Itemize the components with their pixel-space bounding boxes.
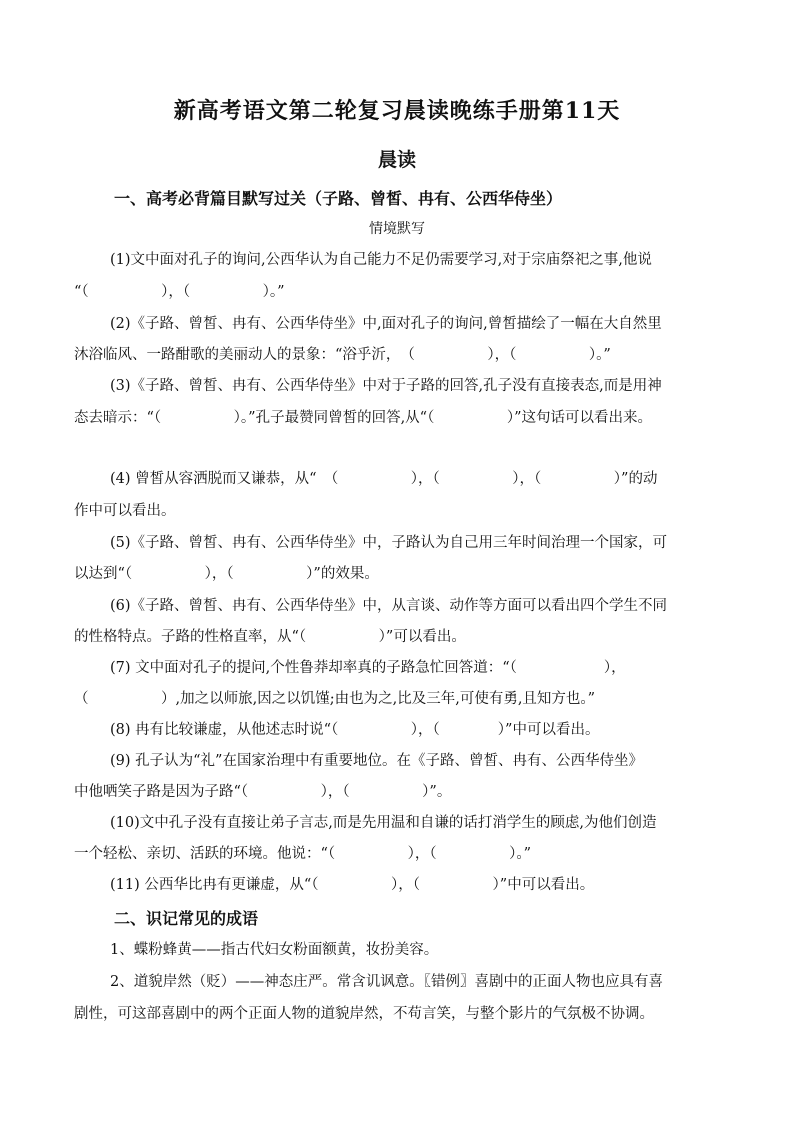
question-10-line-2: 一个轻松、亲切、活跃的环境。他说：“（ ），（ ）。” xyxy=(74,846,532,862)
question-4-line-1: (4) 曾皙从容洒脱而又谦恭，从“ （ ），（ ），（ ）”的动 xyxy=(110,471,658,487)
section-heading-1: 一、高考必背篇目默写过关（子路、曾皙、冉有、公西华侍坐） xyxy=(114,189,563,208)
question-6-line-1: (6)《子路、曾皙、冉有、公西华侍坐》中，从言谈、动作等方面可以看出四个学生不同 xyxy=(110,598,668,614)
question-4-line-2: 作中可以看出。 xyxy=(74,503,176,519)
question-7-line-2: （ ）,加之以师旅,因之以饥馑;由也为之,比及三年,可使有勇,且知方也。” xyxy=(74,691,596,707)
question-5-line-1: (5)《子路、曾皙、冉有、公西华侍坐》中，子路认为自己用三年时间治理一个国家，可 xyxy=(110,535,668,551)
question-11-line-1: (11) 公西华比冉有更谦虚，从“（ ），（ ）”中可以看出。 xyxy=(110,877,595,893)
idiom-item-1: 1、蝶粉蜂黄——指古代妇女粉面额黄，妆扮美容。 xyxy=(110,942,439,958)
idiom-item-2-line-1: 2、道貌岸然（贬）——神态庄严。常含讥讽意。〖错例〗喜剧中的正面人物也应具有喜 xyxy=(110,974,663,990)
question-3-line-2: 态去暗示：“（ ）。”孔子最赞同曾皙的回答,从“（ ）”这句话可以看出来。 xyxy=(74,410,653,426)
question-2-line-2: 沐浴临风、一路酣歌的美丽动人的景象：“浴乎沂， （ ），（ ）。” xyxy=(74,347,611,363)
exercise-label: 情境默写 xyxy=(369,221,425,237)
document-subtitle: 晨读 xyxy=(377,149,416,171)
idiom-item-2-line-2: 剧性，可这部喜剧中的两个正面人物的道貌岸然，不苟言笑，与整个影片的气氛极不协调。 xyxy=(74,1006,654,1022)
document-title: 新高考语文第二轮复习晨读晚练手册第11天 xyxy=(173,98,621,124)
question-8-line-1: (8) 冉有比较谦虚，从他述志时说“（ ），（ ）”中可以看出。 xyxy=(110,722,600,738)
question-10-line-1: (10)文中孔子没有直接让弟子言志,而是先用温和自谦的话打消学生的顾虑,为他们创造 xyxy=(110,815,657,831)
question-1-line-2: “（ ），（ ）。” xyxy=(74,284,285,300)
question-2-line-1: (2)《子路、曾皙、冉有、公西华侍坐》中,面对孔子的询问,曾皙描绘了一幅在大自然里 xyxy=(110,316,662,332)
question-3-line-1: (3)《子路、曾皙、冉有、公西华侍坐》中对于子路的回答,孔子没有直接表态,而是用神 xyxy=(110,378,662,394)
question-9-line-1: (9) 孔子认为“礼”在国家治理中有重要地位。在《子路、曾皙、冉有、公西华侍坐》 xyxy=(110,753,643,769)
question-5-line-2: 以达到“（ ），（ ）”的效果。 xyxy=(74,566,379,582)
section-heading-2: 二、识记常见的成语 xyxy=(114,909,259,928)
question-6-line-2: 的性格特点。子路的性格直率，从“（ ）”可以看出。 xyxy=(74,629,466,645)
question-9-line-2: 中他哂笑子路是因为子路“（ ），（ ）”。 xyxy=(74,784,452,800)
question-1-line-1: (1)文中面对孔子的询问,公西华认为自己能力不足仍需要学习,对于宗庙祭祀之事,他说 xyxy=(110,252,652,268)
question-7-line-1: (7) 文中面对孔子的提问,个性鲁莽却率真的子路急忙回答道：“（ ）， xyxy=(110,660,626,676)
